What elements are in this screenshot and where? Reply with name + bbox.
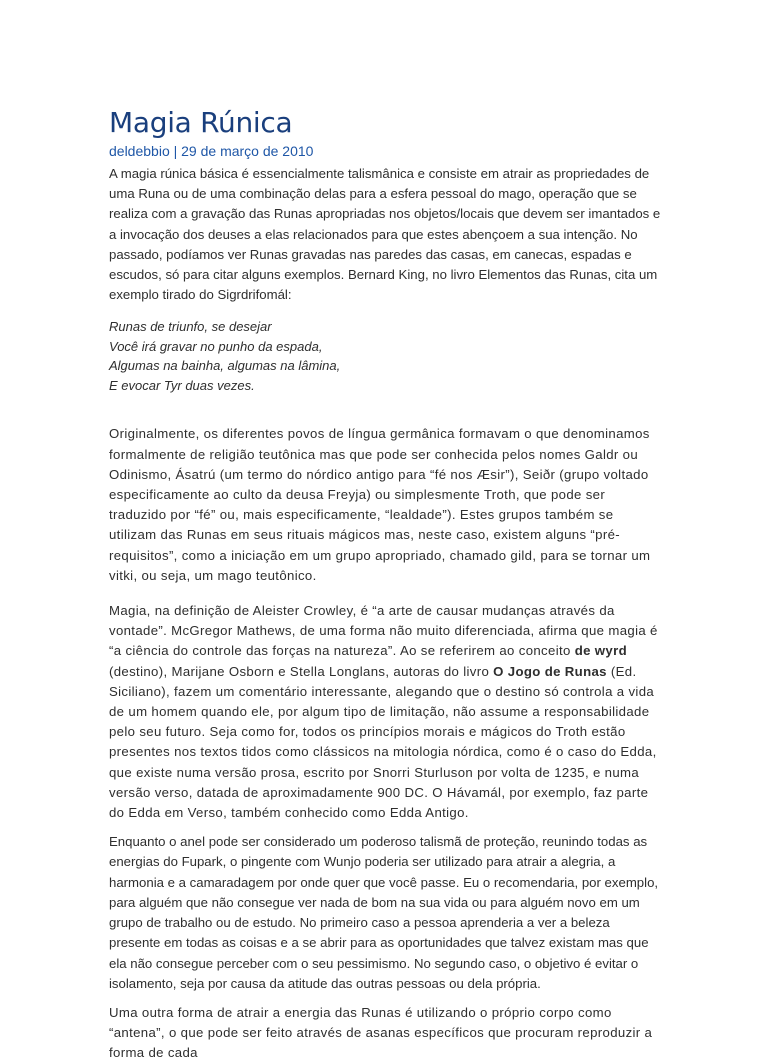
paragraph-3-text-a: Magia, na definição de Aleister Crowley, é “a arte de causar mudanças através da vontade”. McGregor Mathews, de uma forma não muito diferenciada, afirma que magia é “a ciência do controle das forças na natureza”. Ao se referirem ao conceito [109, 603, 658, 659]
poem-line: Você irá gravar no punho da espada, [109, 338, 323, 354]
paragraph-3-bold-wyrd: de wyrd [574, 643, 627, 659]
paragraph-3-bold-book: O Jogo de Runas [493, 663, 607, 679]
article-title: Magia Rúnica [109, 106, 293, 139]
poem-line: E evocar Tyr duas vezes. [109, 377, 255, 393]
paragraph-3-text-d: (Ed. Siciliano), fazem um comentário interessante, alegando que o destino só controla a vida de um homem quando ele, por algum tipo de limitação, não assume a responsabilidade pelo seu futuro. Seja como for, todos os princípios morais e mágicos do Troth estão presentes nos textos tidos como clássicos na mitologia nórdica, como é o caso do Edda, que existe numa versão prosa, escrito por Snorri Sturluson por volta de 1235, e numa versão verso, datada de aproximadamente 900 DC. O Hávamál, por exemplo, faz parte do Edda em Verso, também conhecido como Edda Antigo. [109, 663, 657, 821]
paragraph-5: Uma outra forma de atrair a energia das Runas é utilizando o próprio corpo como “antena”, o que pode ser feito através de asanas específicos que procuram reproduzir a forma de cada [109, 1004, 653, 1061]
paragraph-4: Enquanto o anel pode ser considerado um poderoso talismã de proteção, reunindo todas as energias do Fupark, o pingente com Wunjo poderia ser utilizado para atrair a alegria, a harmonia e a camaradagem por onde quer que você passe. Eu o recomendaria, por exemplo, para alguém que não consegue ver nada de bom na sua vida ou para alguém novo em um grupo de trabalho ou de estudo. No primeiro caso a pessoa aprenderia a ver a beleza presente em todas as coisas e a se abrir para as oportunidades que talvez existam mas que ela não consegue perceber com o seu pessimismo. No segundo caso, o objetivo é evitar o isolamento, seja por causa da atitude das outras pessoas ou dela própria. [109, 834, 659, 991]
poem-line: Runas de triunfo, se desejar [109, 319, 272, 335]
poem-line: Algumas na bainha, algumas na lâmina, [109, 358, 341, 374]
article-byline: deldebbio | 29 de março de 2010 [109, 143, 314, 159]
poem-quote [109, 317, 661, 395]
paragraph-1: A magia rúnica básica é essencialmente talismânica e consiste em atrair as propriedades de uma Runa ou de uma combinação delas para a esfera pessoal do mago, operação que se realiza com a gravação das Runas apropriadas nos objetos/locais que devem ser imantados e a invocação dos deuses a elas relacionados para que estes abençoem a sua intenção. No passado, podíamos ver Runas gravadas nas paredes das casas, em canecas, espadas e escudos, só para citar alguns exemplos. Bernard King, no livro Elementos das Runas, cita um exemplo tirado do Sigrdrifomál: [109, 166, 661, 303]
paragraph-3-text-c: (destino), Marijane Osborn e Stella Longlans, autoras do livro [109, 663, 494, 679]
article [109, 104, 661, 1064]
paragraph-2: Originalmente, os diferentes povos de língua germânica formavam o que denominamos formalmente de religião teutônica mas que pode ser conhecida pelos nomes Galdr ou Odinismo, Ásatrú (um termo do nórdico antigo para “fé nos Æsir”), Seiðr (grupo voltado especificamente ao culto da deusa Freyja) ou simplesmente Troth, que pode ser traduzido por “fé” ou, mais especificamente, “lealdade”). Estes grupos também se utilizam das Runas em seus rituais mágicos mas, neste caso, existem alguns “pré-requisitos”, como a iniciação em um grupo apropriado, chamado gild, para se tornar um vitki, ou seja, um mago teutônico. [109, 426, 651, 583]
paragraph-3 [109, 601, 661, 823]
